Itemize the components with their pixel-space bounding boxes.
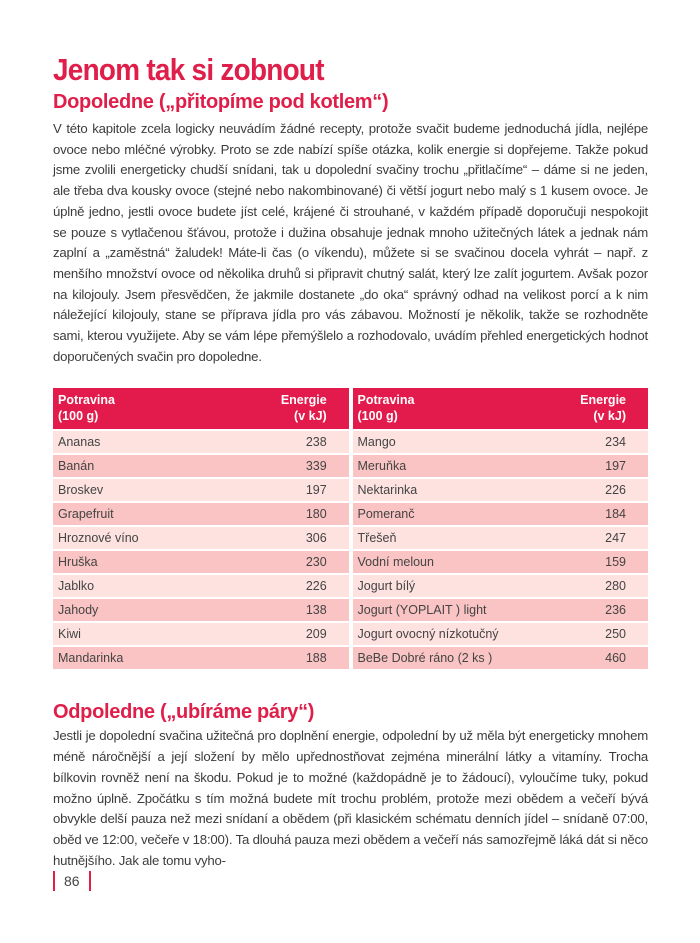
energy-cell: 238 xyxy=(272,430,349,454)
food-cell: Kiwi xyxy=(53,622,272,646)
header-food-right: Potravina (100 g) xyxy=(353,388,572,430)
food-cell: Jogurt bílý xyxy=(353,574,572,598)
energy-cell: 339 xyxy=(272,454,349,478)
page-number: 86 xyxy=(64,873,80,889)
food-cell: Meruňka xyxy=(353,454,572,478)
food-cell: Broskev xyxy=(53,478,272,502)
section-text-morning: V této kapitole zcela logicky neuvádím žádné recepty, protože svačit budeme jednoduchá jídla, nejlépe ovoce nebo mléčné výrobky. Proto se zde nabízí spíše otázka, kolik energie si dopřejeme. Takže pokud jsme zvolili energeticky chudší snídani, tak u dopolední svačiny trochu „přitlačíme“ – dáme si ne jeden, ale třeba dva kousky ovoce (stejné nebo nakombinované) či větší jogurt nebo malý s 1 kusem ovoce. Je úplně jedno, jestli ovoce budete jíst celé, krájené či strouhané, v každém případě doporučuji nespokojit se pouze s vytlačenou šťávou, protože i dužina obsahuje jednak mnoho užitečných látek a jednak nám zaplní a „zaměstná“ žaludek! Máte-li čas (o víkendu), můžete si se svačinou docela vyhrát – např. z menšího množství ovoce od několika druhů si připravit chutný salát, který lze zalít jogurtem. Avšak pozor na kilojouly. Jsem přesvědčen, že jakmile dostanete „do oka“ správný odhad na velikost porcí a k nim náležející kilojouly, stane se příprava jídla pro vás zábavou. Možností je několik, takže se rozhodněte sami, kterou využijete. Aby se vám lépe přemýšlelo a rozhodovalo, uvádím přehled energetických hodnot doporučených svačin pro dopoledne. xyxy=(53,121,648,364)
energy-cell: 226 xyxy=(571,478,648,502)
energy-cell: 180 xyxy=(272,502,349,526)
energy-cell: 197 xyxy=(272,478,349,502)
section-text-afternoon: Jestli je dopolední svačina užitečná pro doplnění energie, odpolední by už měla být energeticky mnohem méně náročnější a její složení by mělo upřednostňovat zejména minerální látky a vitamíny. Trocha bílkovin rovněž není na škodu. Pokud je to možné (každopádně je to žádoucí), vyloučíme tuky, pokud možno úplně. Zpočátku s tím možná budete mít trochu problém, protože mezi obědem a večeří bývá obvykle delší pauza než mezi snídaní a obědem (při klasickém schématu denních jídel – snídaně 07:00, oběd ve 12:00, večeře v 18:00). Ta dlouhá pauza mezi obědem a večeří nás samozřejmě láká dát si něco hutnějšího. Jak ale tomu vyho- xyxy=(53,728,648,868)
food-cell: Jablko xyxy=(53,574,272,598)
table-row xyxy=(53,574,648,598)
energy-cell: 230 xyxy=(272,550,349,574)
table-row xyxy=(53,526,648,550)
energy-cell: 188 xyxy=(272,646,349,669)
energy-cell: 236 xyxy=(571,598,648,622)
food-cell: Nektarinka xyxy=(353,478,572,502)
table-header-row xyxy=(53,388,648,430)
energy-table xyxy=(53,388,648,669)
food-cell: Pomeranč xyxy=(353,502,572,526)
energy-cell: 306 xyxy=(272,526,349,550)
header-energy-right: Energie (v kJ) xyxy=(571,388,648,430)
section-heading-morning: Dopoledne („přitopíme pod kotlem“) xyxy=(53,91,389,113)
energy-cell: 250 xyxy=(571,622,648,646)
footer-bar-right xyxy=(89,871,91,891)
food-cell: Ananas xyxy=(53,430,272,454)
energy-cell: 460 xyxy=(571,646,648,669)
food-cell: Banán xyxy=(53,454,272,478)
table-row xyxy=(53,550,648,574)
food-cell: BeBe Dobré ráno (2 ks ) xyxy=(353,646,572,669)
chapter-title: Jenom tak si zobnout xyxy=(53,52,324,87)
food-cell: Hruška xyxy=(53,550,272,574)
food-cell: Jogurt (YOPLAIT ) light xyxy=(353,598,572,622)
page-number-footer xyxy=(53,870,91,892)
food-cell: Jahody xyxy=(53,598,272,622)
table-row xyxy=(53,454,648,478)
food-cell: Třešeň xyxy=(353,526,572,550)
table-row xyxy=(53,622,648,646)
energy-cell: 209 xyxy=(272,622,349,646)
table-row xyxy=(53,646,648,669)
energy-cell: 247 xyxy=(571,526,648,550)
food-cell: Mango xyxy=(353,430,572,454)
food-cell: Grapefruit xyxy=(53,502,272,526)
table-row xyxy=(53,478,648,502)
energy-cell: 159 xyxy=(571,550,648,574)
energy-cell: 197 xyxy=(571,454,648,478)
energy-cell: 280 xyxy=(571,574,648,598)
food-cell: Jogurt ovocný nízkotučný xyxy=(353,622,572,646)
energy-cell: 226 xyxy=(272,574,349,598)
header-food-left: Potravina (100 g) xyxy=(53,388,272,430)
energy-cell: 234 xyxy=(571,430,648,454)
energy-cell: 138 xyxy=(272,598,349,622)
food-cell: Mandarinka xyxy=(53,646,272,669)
food-cell: Hroznové víno xyxy=(53,526,272,550)
page-content xyxy=(53,52,648,871)
table-row xyxy=(53,598,648,622)
header-energy-left: Energie (v kJ) xyxy=(272,388,349,430)
food-cell: Vodní meloun xyxy=(353,550,572,574)
table-row xyxy=(53,502,648,526)
energy-cell: 184 xyxy=(571,502,648,526)
table-row xyxy=(53,430,648,454)
section-heading-afternoon: Odpoledne („ubíráme páry“) xyxy=(53,701,315,724)
